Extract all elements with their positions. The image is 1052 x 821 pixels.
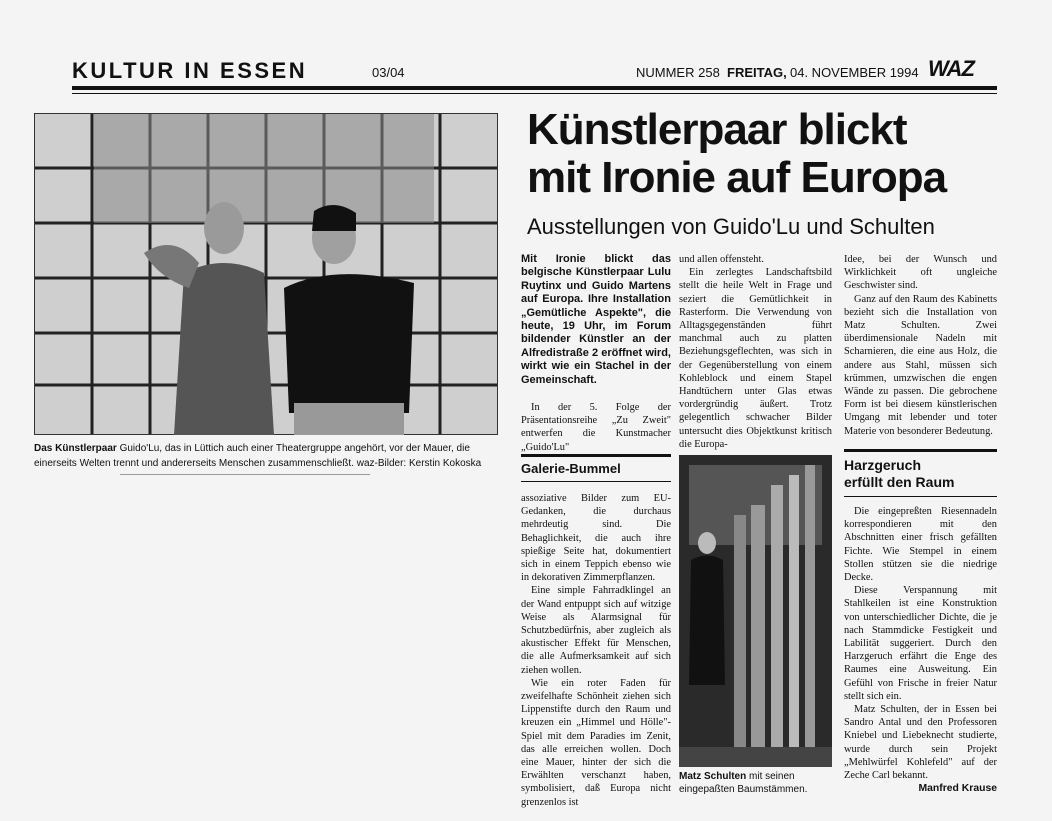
paragraph: Matz Schulten, der in Essen bei Sandro Antal und den Professoren Kniebel und Liebeknecht studierte, wurde durch sein Projekt „Mehlwürfel Kohlefeld" auf der Zeche Carl bekannt. (844, 704, 997, 782)
page-number: 03/04 (372, 65, 405, 80)
galerie-rule-thin (521, 481, 671, 482)
paragraph: Ein zerlegtes Landschaftsbild stellt die heile Welt in Frage und seziert die Gemütlichkeit in Rasterform. Die Verwendung von Alltagsgegenständen führt manchmal auch zu platten Beziehungsgeflechten, was sich in der Gegenüberstellung von einem Kohleblock und einem Stapel Handtüchern unter Glas etwas vordergründig äußert. Trotz gelegentlich schwacher Bilder untersucht dies Objektkunst kritisch die Europa- (679, 267, 832, 450)
paragraph: Die eingepreßten Riesennadeln korrespondieren mit den Abschnitten einer frisch gefällten Fichte. Wie Stempel in einem Stollen stützen sie die niedrige Decke. (844, 506, 997, 584)
caption-1-text: Guido'Lu, das in Lüttich auch einer Theatergruppe angehört, vor der Mauer, die einerseits Welten trennt und andererseits Menschen zusammenschließt. waz-Bilder: Kerstin Kokoska (34, 443, 482, 469)
headline (527, 106, 946, 202)
issue-number: NUMMER 258 (636, 65, 720, 80)
paragraph: Ganz auf den Raum des Kabinetts bezieht sich die Installation von Matz Schulten. Zwei überdimensionale Nadeln mit Scharnieren, die eine aus Holz, die andere aus Stahl, müssen sich krümmen, umzwischen die engen Wände zu passen. Die gebrochene Form ist bei diesem künstlerischen Umgang mit lebender und toter Materie von besonderer Bedeutung. (844, 293, 997, 437)
harz-rule (844, 449, 997, 452)
caption-2-text: mit seinen eingepaßten Baumstämmen. (679, 771, 808, 795)
section-title: KULTUR IN ESSEN (72, 58, 308, 83)
caption-divider (120, 474, 370, 475)
column-b (679, 253, 832, 451)
column-c (844, 253, 997, 438)
galerie-rule (521, 454, 671, 457)
weekday: FREITAG, (727, 65, 787, 80)
paragraph: assoziative Bilder zum EU-Gedanken, die durchaus mehrdeutig sind. Die Behaglichkeit, die auch ihre spießige Seite hat, dokumentiert sich in einem Teppich ebenso wie in dekorativen Zimmerpflanzen. (521, 493, 671, 584)
photo-caption-2 (679, 770, 837, 796)
headline-line-2: mit Ironie auf Europa (527, 153, 947, 202)
paragraph: Diese Verspannung mit Stahlkeilen ist eine Konstruktion von unterschiedlicher Dichte, die je nach Stammdicke Festigkeit und Labilität suggeriert. Durch den Harzgeruch erfährt die Enge des Raumes eine Ausweitung. Ein Gefühl von Frische in freier Natur stellt sich ein. (844, 585, 997, 702)
page-header (0, 0, 1052, 100)
author-name: Manfred Krause (918, 783, 997, 795)
paragraph: Eine simple Fahrradklingel an der Wand entpuppt sich auf witzige Weise als Alarmsignal für Schutzbedürfnis, aber zugleich als akustischer Effekt für Menschen, die alle Aufmerksamkeit auf sich ziehen wollen. (521, 585, 671, 676)
artists-photo (34, 113, 498, 435)
newspaper-logo: WAZ (928, 56, 974, 81)
paragraph: und allen offensteht. (679, 254, 764, 265)
header-rule-thin (72, 93, 997, 94)
column-a-continued (521, 492, 671, 809)
issue-date: 04. NOVEMBER 1994 (790, 65, 919, 80)
paragraph: Idee, bei der Wunsch und Wirklichkeit oft ungleiche Geschwister sind. (844, 254, 997, 292)
caption-1-bold: Das Künstlerpaar (34, 443, 117, 454)
article-lead: Mit Ironie blickt das belgische Künstlerpaar Lulu Ruytinx und Guido Martens auf Europa. Ihre Installation „Gemütliche Aspekte", die heute, 19 Uhr, im Forum bildender Künstler an der Alfredistraße 2 eröffnet wird, wirkt wie ein Stachel in der Gemeinschaft. (521, 253, 671, 386)
header-rule (72, 86, 997, 90)
headline-line-1: Künstlerpaar blickt (527, 105, 907, 154)
caption-2-bold: Matz Schulten (679, 771, 747, 782)
column-c-continued (844, 505, 997, 795)
harz-title-line-1: Harzgeruch (844, 457, 922, 473)
galerie-bummel-title: Galerie-Bummel (521, 461, 621, 476)
harz-title-line-2: erfüllt den Raum (844, 474, 955, 490)
harz-rule-thin (844, 496, 997, 497)
photo-caption-1 (34, 441, 504, 471)
subheadline: Ausstellungen von Guido'Lu und Schulten (527, 214, 935, 239)
harzgeruch-title (844, 457, 954, 491)
lead-continuation (521, 401, 671, 454)
paragraph: In der 5. Folge der Präsentationsreihe „Zu Zweit" entwerfen die Kunstmacher „Guido'Lu" (521, 402, 671, 453)
paragraph: Wie ein roter Faden für zweifelhafte Schönheit ziehen sich Lippenstifte durch den Raum und kreuzen ein „Himmel und Hölle"-Spiel mit dem Paradies im Zenit, das alle erreichen wollen. Doch eine Mauer, hinter der sich die Erwählten verschanzt haben, symbolisiert, daß Europa nicht grenzenlos ist (521, 677, 671, 808)
schulten-photo (679, 455, 832, 767)
